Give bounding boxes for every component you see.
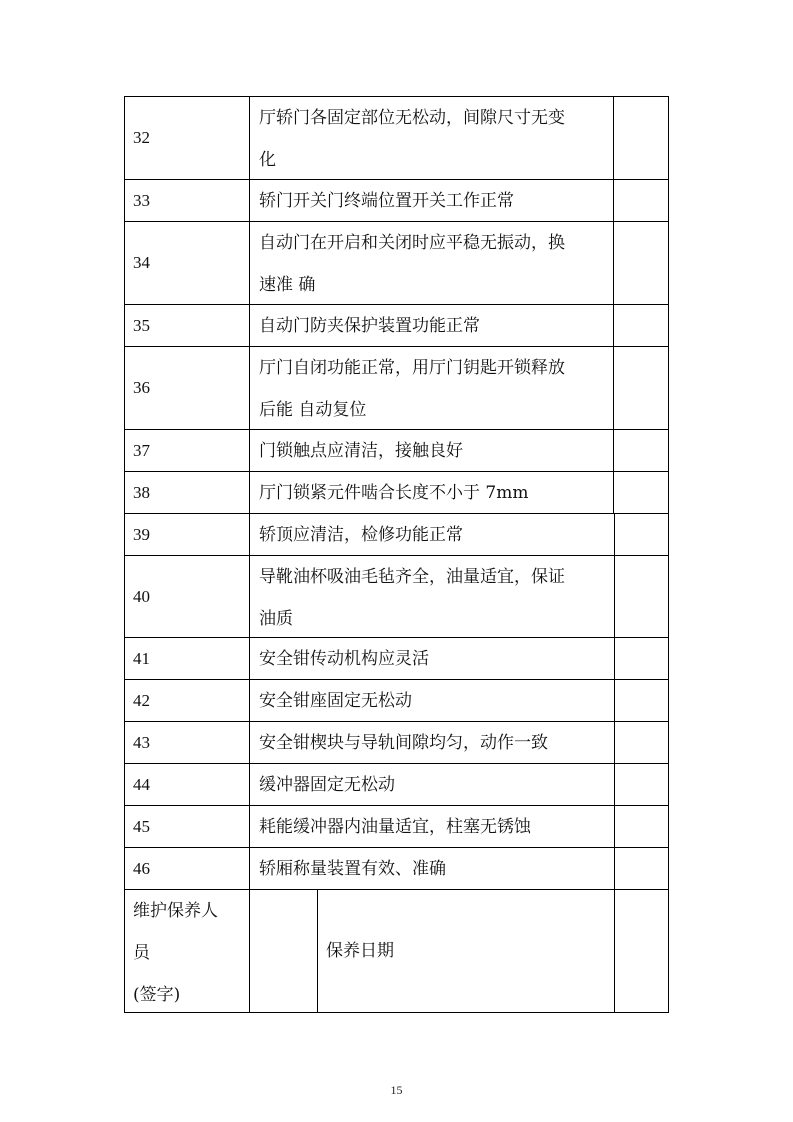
row-36-check-cell[interactable] <box>613 346 669 430</box>
row-number: 38 <box>133 482 150 502</box>
row-36-number <box>124 346 250 430</box>
row-34-description <box>249 221 614 305</box>
description-line: 厅门锁紧元件啮合长度不小于 7mm <box>259 482 529 503</box>
row-43-check-cell[interactable] <box>614 721 669 764</box>
signer-label-line: 维护保养人 <box>133 901 218 921</box>
row-42-description <box>249 679 615 722</box>
description-line: 后能 自动复位 <box>259 400 367 420</box>
row-35-check-cell[interactable] <box>613 304 669 347</box>
row-44-description <box>249 763 615 806</box>
row-37-check-cell[interactable] <box>613 429 669 472</box>
row-37-number <box>124 429 250 472</box>
row-36-description <box>249 346 614 430</box>
signature-field[interactable] <box>249 889 318 1013</box>
description-line: 导靴油杯吸油毛毡齐全，油量适宜，保证 <box>259 567 565 587</box>
description-line: 自动门防夹保护装置功能正常 <box>259 315 480 336</box>
description-line: 速准 确 <box>259 275 316 295</box>
row-38-number <box>124 471 250 514</box>
row-number: 44 <box>133 774 150 794</box>
row-33-description <box>249 179 614 222</box>
row-42-check-cell[interactable] <box>614 679 669 722</box>
row-33-check-cell[interactable] <box>613 179 669 222</box>
description-line: 轿顶应清洁，检修功能正常 <box>259 524 463 545</box>
description-line: 化 <box>259 150 276 170</box>
row-number: 37 <box>133 440 150 460</box>
row-number: 40 <box>133 586 150 606</box>
row-number: 41 <box>133 648 150 668</box>
row-41-description <box>249 637 615 680</box>
row-44-number <box>124 763 250 806</box>
description-line: 耗能缓冲器内油量适宜，柱塞无锈蚀 <box>259 816 531 837</box>
row-39-check-cell[interactable] <box>614 513 669 556</box>
row-33-number <box>124 179 250 222</box>
row-45-number <box>124 805 250 848</box>
row-46-check-cell[interactable] <box>614 847 669 890</box>
row-45-description <box>249 805 615 848</box>
row-43-description <box>249 721 615 764</box>
date-field[interactable] <box>614 889 669 1013</box>
description-line: 缓冲器固定无松动 <box>259 774 395 795</box>
row-41-check-cell[interactable] <box>614 637 669 680</box>
row-number: 34 <box>133 253 150 272</box>
row-number: 45 <box>133 816 150 836</box>
row-42-number <box>124 679 250 722</box>
row-34-number <box>124 221 250 305</box>
page-number: 15 <box>390 1083 403 1097</box>
row-41-number <box>124 637 250 680</box>
row-number: 39 <box>133 524 150 544</box>
row-37-description <box>249 429 614 472</box>
description-line: 门锁触点应清洁，接触良好 <box>259 440 463 461</box>
description-line: 安全钳座固定无松动 <box>259 690 412 711</box>
row-34-check-cell[interactable] <box>613 221 669 305</box>
signer-label-line: 员 <box>133 943 150 963</box>
row-35-number <box>124 304 250 347</box>
description-line: 自动门在开启和关闭时应平稳无振动，换 <box>259 233 565 253</box>
date-label <box>317 889 615 1013</box>
row-38-check-cell[interactable] <box>613 471 669 514</box>
date-label-text: 保养日期 <box>326 941 394 961</box>
row-45-check-cell[interactable] <box>614 805 669 848</box>
row-44-check-cell[interactable] <box>614 763 669 806</box>
row-46-number <box>124 847 250 890</box>
row-40-description <box>249 555 615 638</box>
row-38-description <box>249 471 614 514</box>
signer-label-line: (签字) <box>133 985 181 1005</box>
row-32-description <box>249 96 614 180</box>
description-line: 厅门自闭功能正常，用厅门钥匙开锁释放 <box>259 358 565 378</box>
row-43-number <box>124 721 250 764</box>
row-40-check-cell[interactable] <box>614 555 669 638</box>
row-number: 35 <box>133 315 150 335</box>
description-line: 安全钳传动机构应灵活 <box>259 648 429 669</box>
row-number: 43 <box>133 732 150 752</box>
description-line: 油质 <box>259 609 293 629</box>
row-number: 33 <box>133 190 150 210</box>
row-39-number <box>124 513 250 556</box>
row-40-number <box>124 555 250 638</box>
row-32-check-cell[interactable] <box>613 96 669 180</box>
row-39-description <box>249 513 615 556</box>
description-line: 安全钳楔块与导轨间隙均匀，动作一致 <box>259 732 548 753</box>
row-number: 46 <box>133 858 150 878</box>
row-32-number <box>124 96 250 180</box>
row-46-description <box>249 847 615 890</box>
description-line: 轿厢称量装置有效、准确 <box>259 858 446 879</box>
row-35-description <box>249 304 614 347</box>
description-line: 轿门开关门终端位置开关工作正常 <box>259 190 514 211</box>
row-number: 42 <box>133 690 150 710</box>
row-number: 32 <box>133 128 150 147</box>
row-number: 36 <box>133 378 150 397</box>
description-line: 厅轿门各固定部位无松动，间隙尺寸无变 <box>259 108 565 128</box>
signer-label <box>124 889 250 1013</box>
